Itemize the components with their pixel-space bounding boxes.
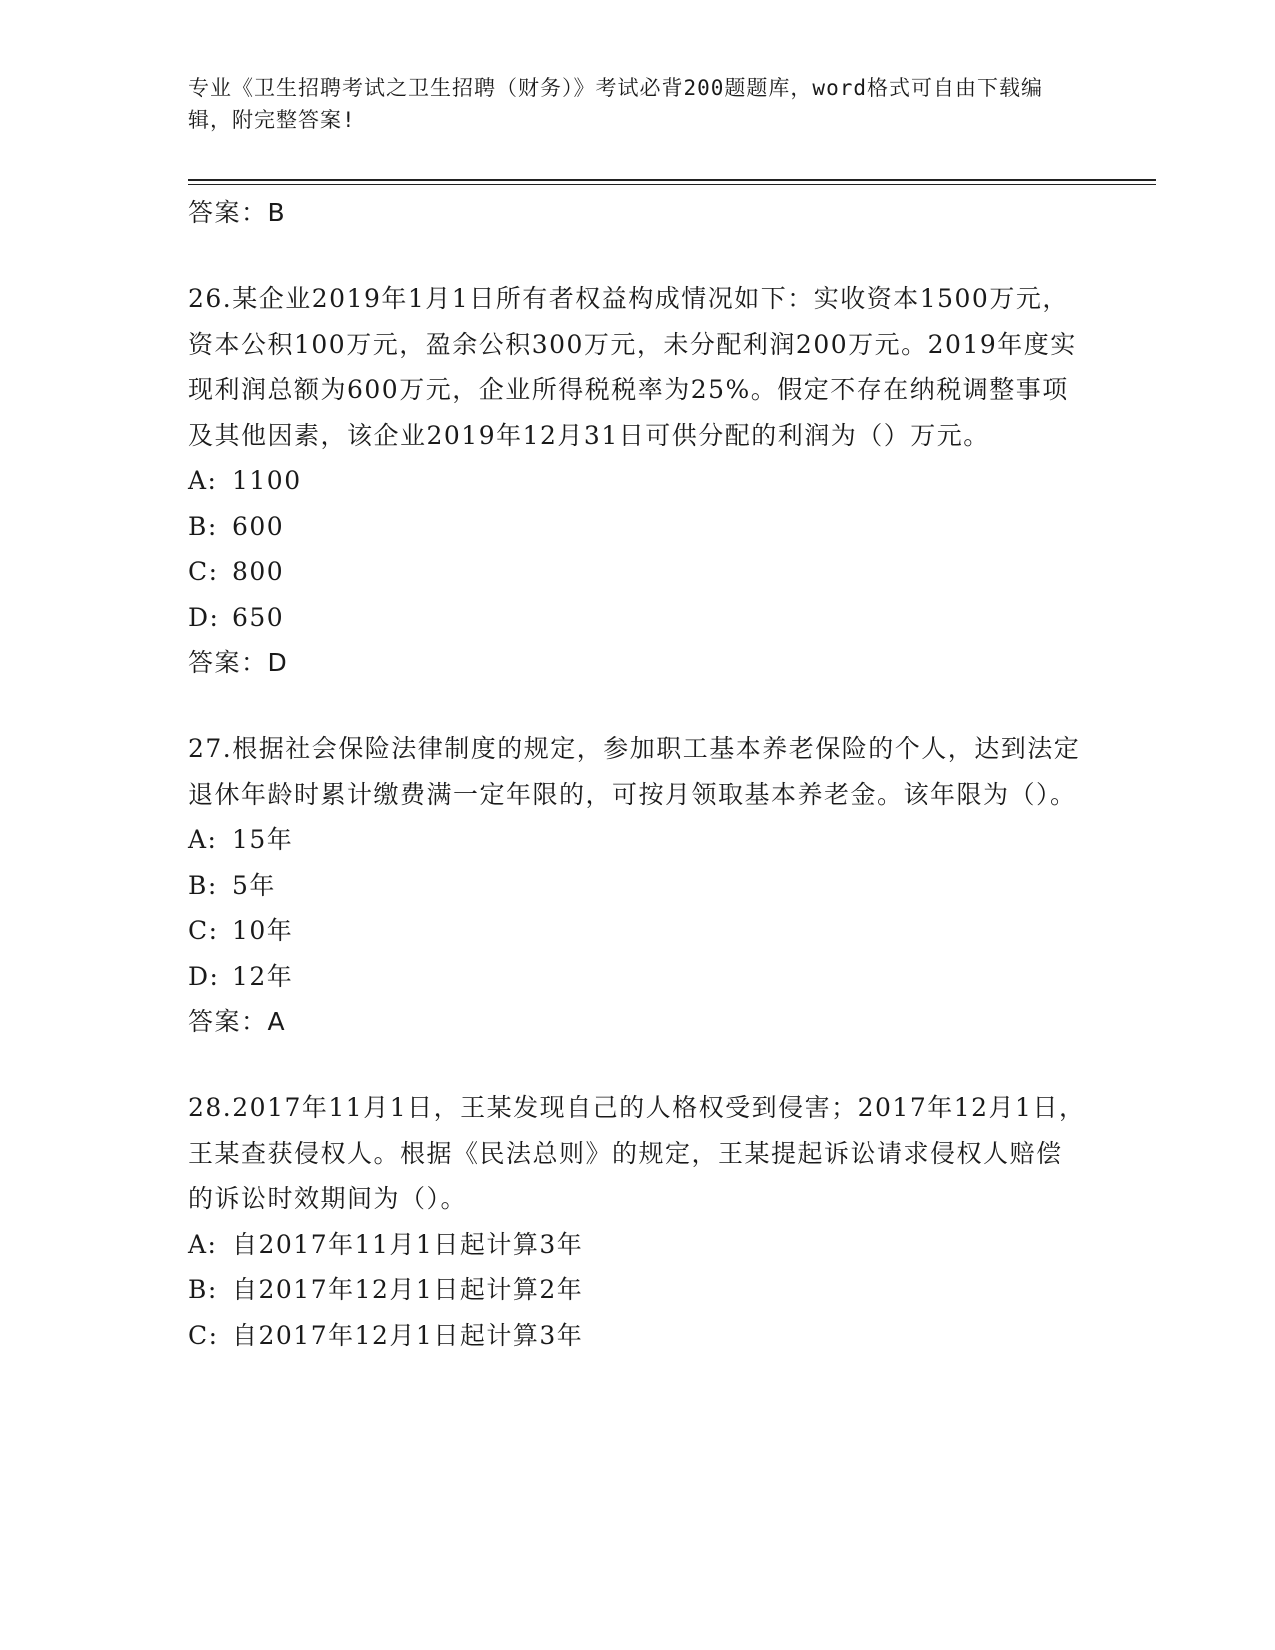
option-a [188,817,1088,863]
option-text: 自2017年11月1日起计算3年 [232,1229,584,1259]
option-key: D: [188,602,220,632]
option-text: 5年 [232,870,276,900]
option-key: B: [188,870,218,900]
option-text: 自2017年12月1日起计算2年 [232,1275,584,1304]
option-a [188,458,1088,504]
option-key: C: [188,916,219,945]
answer-line: 答案：A [188,1007,287,1036]
answer-line: 答案：B [188,198,287,227]
option-text: 自2017年12月1日起计算3年 [232,1320,584,1350]
option-text: 600 [232,511,285,541]
option-key: D: [188,961,220,991]
option-key: A: [188,466,218,495]
question-content [188,190,1088,1358]
answer-line: 答案：D [188,648,289,677]
option-b [188,504,1088,550]
option-text: 1100 [232,466,302,495]
option-key: C: [188,1320,219,1350]
question-text: 27.根据社会保险法律制度的规定，参加职工基本养老保险的个人，达到法定退休年龄时累计缴费满一定年限的，可按月领取基本养老金。该年限为（）。 [188,734,1081,809]
option-c [188,549,1088,595]
header-divider [188,179,1156,185]
option-key: A: [188,1229,218,1259]
header-note: 专业《卫生招聘考试之卫生招聘（财务）》考试必背200题题库，word格式可自由下载编辑，附完整答案! [188,76,1043,132]
option-d [188,595,1088,641]
option-a [188,1222,1088,1268]
option-c [188,908,1088,954]
option-key: A: [188,825,218,854]
option-text: 800 [232,557,285,586]
option-c [188,1313,1088,1359]
option-b [188,1267,1088,1313]
option-text: 650 [232,602,285,632]
option-text: 10年 [232,916,294,945]
option-key: C: [188,557,219,586]
option-text: 12年 [232,961,294,991]
question-text: 26.某企业2019年1月1日所有者权益构成情况如下：实收资本1500万元，资本公积100万元，盈余公积300万元，未分配利润200万元。2019年度实现利润总额为600万元，企业所得税税率为25%。假定不存在纳税调整事项及其他因素，该企业2019年12月31日可供分配的利润为（）万元。 [188,284,1077,450]
option-key: B: [188,511,218,541]
option-b [188,863,1088,909]
spacer [188,686,1088,726]
option-key: B: [188,1275,218,1304]
option-text: 15年 [232,825,294,854]
option-d [188,954,1088,1000]
spacer [188,236,1088,276]
question-text: 28.2017年11月1日，王某发现自己的人格权受到侵害；2017年12月1日，王某查获侵权人。根据《民法总则》的规定，王某提起诉讼请求侵权人赔偿的诉讼时效期间为（）。 [188,1093,1086,1213]
spacer [188,1045,1088,1085]
